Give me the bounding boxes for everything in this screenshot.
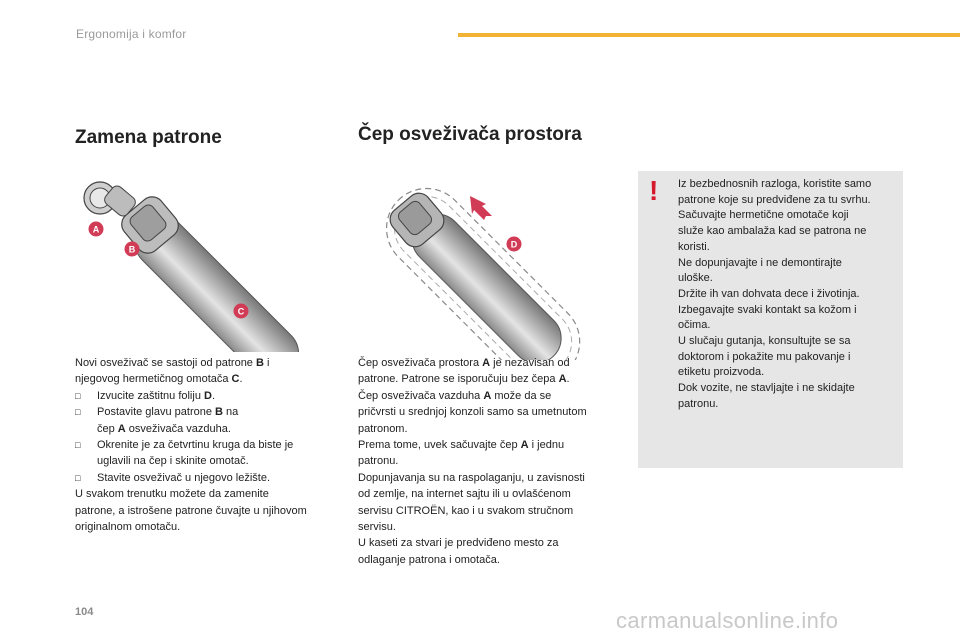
replace-cartridge-title: Zamena patrone <box>75 127 222 148</box>
cap-text: Čep osveživača prostora A je nezavisan od patrone. Patrone se isporučuju bez čepa A. Čep osveživača vazduha A može da se pričvrsti u srednjoj konzoli samo sa umetnutom patronom. Prema tome, uvek sačuvajte čep A i jednu patronu. Dopunjavanja su na raspolaganju, u zavisnosti od zemlje, na internet sajtu ili u ovlašćenom servisu CITROËN, kao i u svakom stručnom servisu. U kaseti za stvari je predviđeno mesto za odlaganje patrona i omotača. <box>358 357 587 566</box>
page-number: 104 <box>75 606 94 618</box>
bullet-icon: □ <box>75 390 81 401</box>
arrow-icon <box>470 196 492 220</box>
list-item: □ Stavite osveživač u njegovo ležište. <box>75 470 347 486</box>
svg-text:C: C <box>237 306 245 317</box>
watermark: carmanualsonline.info <box>616 608 839 633</box>
cap-figure <box>368 180 608 360</box>
callout-b <box>125 242 140 257</box>
svg-text:B: B <box>128 244 136 255</box>
bullet-icon: □ <box>75 440 81 451</box>
replace-cartridge-text: Novi osveživač se sastoji od patrone B i njegovog hermetičnog omotača C. □ Izvucite zaštitnu foliju D. □ Postavite glavu patrone B na čep A osveživača vazduha. □ Okrenite je za četvrtinu kruga da biste je uglavili na čep i skinite omotač. □ Stavite osveživač u njegovo ležište. U svakom trenutku možete da zamenite patrone, a istrošene patrone čuvajte u njihovom originalnom omotaču. <box>75 355 347 535</box>
bullet-icon: □ <box>75 407 81 418</box>
list-item: □ Postavite glavu patrone B na čep A osveživača vazduha. <box>75 404 347 437</box>
warning-box <box>638 171 903 468</box>
list-item: □ Izvucite zaštitnu foliju D. <box>75 388 347 404</box>
warning-icon: ! <box>649 175 659 206</box>
cartridge-figure <box>76 172 346 352</box>
cap-title: Čep osveživača prostora <box>358 124 582 145</box>
callout-d <box>507 237 522 252</box>
list-item: □ Okrenite je za četvrtinu kruga da biste je uglavili na čep i skinite omotač. <box>75 437 347 470</box>
warning-text: Iz bezbednosnih razloga, koristite samo patrone koje su predviđene za tu svrhu. Sačuvajte hermetične omotače koji služe kao ambalaža kad se patrona ne koristi. Ne dopunjavajte i ne demontirajte uloške. Držite ih van dohvata dece i životinja. Izbegavajte svaki kontakt sa kožom i očima. U slučaju gutanja, konsultujte se sa doktorom i pokažite mu pakovanje i etiketu proizvoda. Dok vozite, ne stavljajte i ne skidajte patronu. <box>678 178 872 410</box>
section-header: Ergonomija i komfor <box>76 27 187 41</box>
bullet-icon: □ <box>75 472 81 483</box>
callout-a <box>89 222 104 237</box>
svg-text:A: A <box>92 224 100 235</box>
callout-c <box>234 304 249 319</box>
header-accent-bar <box>458 33 960 37</box>
svg-text:D: D <box>510 239 518 250</box>
